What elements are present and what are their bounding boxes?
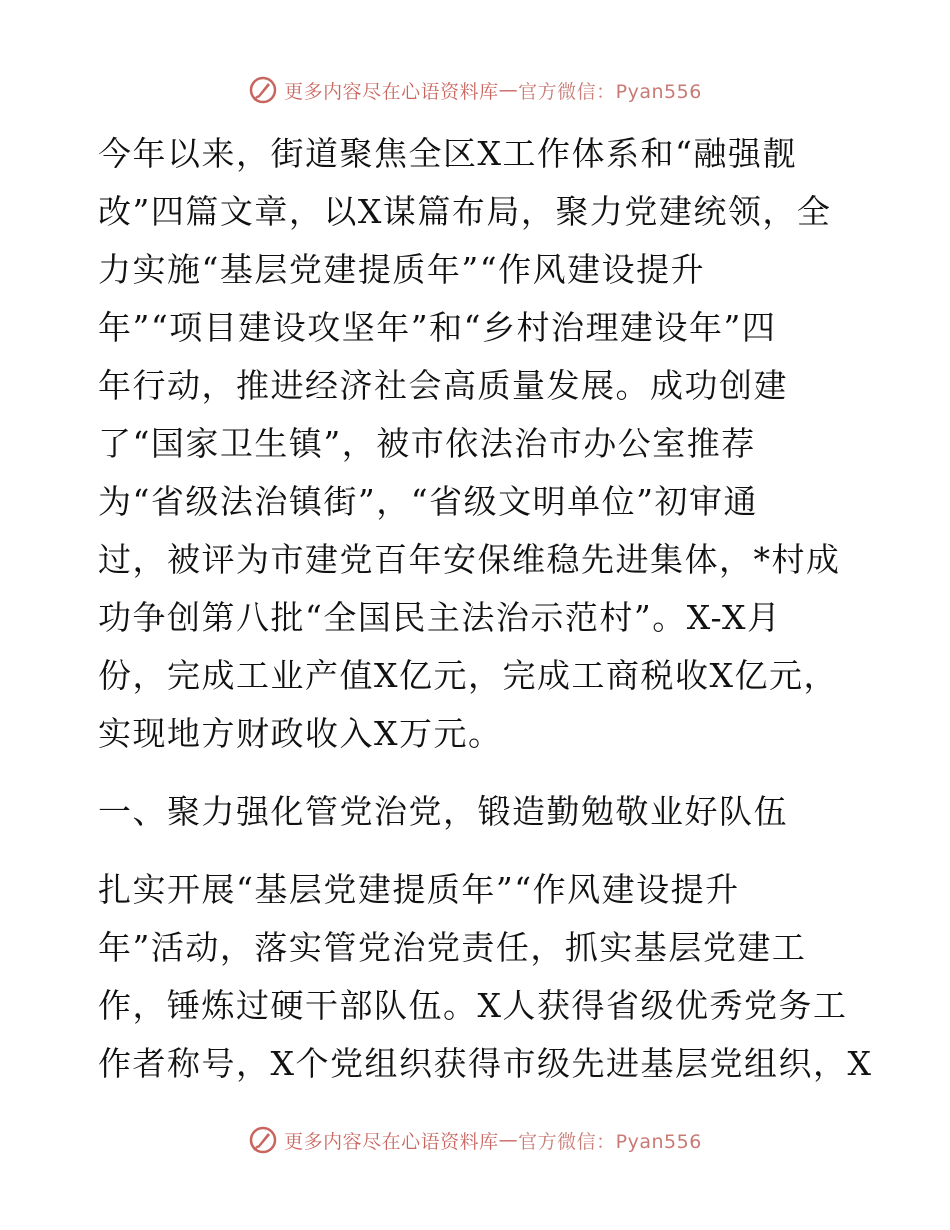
text-line: 过，被评为市建党百年安保维稳先进集体，*村成 (98, 540, 841, 579)
text-line: 今年以来，街道聚焦全区X工作体系和“融强靓 (98, 134, 797, 173)
text-line: 年行动，推进经济社会高质量发展。成功创建 (98, 366, 788, 405)
watermark-text: 更多内容尽在心语资料库 (284, 80, 499, 103)
watermark-text: 更多内容尽在心语资料库 (284, 1130, 499, 1153)
text-line: 为“省级法治镇街”，“省级文明单位”初审通 (98, 482, 758, 521)
text-line: 力实施“基层党建提质年”“作风建设提升 (98, 250, 706, 289)
watermark-separator: — (498, 1129, 519, 1151)
document-body (98, 125, 873, 1093)
text-line: 作，锤炼过硬干部队伍。X人获得省级优秀党务工 (98, 986, 848, 1025)
watermark-wechat: 官方微信：Pyan556 (518, 1130, 702, 1153)
paragraph-intro (98, 125, 868, 763)
text-line: 作者称号，X个党组织获得市级先进基层党组织，X (98, 1044, 873, 1083)
watermark-wechat: 官方微信：Pyan556 (518, 80, 702, 103)
text-line: 实现地方财政收入X万元。 (98, 714, 503, 753)
text-line: 年”“项目建设攻坚年”和“乡村治理建设年”四 (98, 308, 777, 347)
text-line: 份，完成工业产值X亿元，完成工商税收X亿元， (98, 656, 838, 695)
quill-logo-icon (248, 1125, 278, 1155)
text-line: 年”活动，落实管党治党责任，抓实基层党建工 (98, 928, 807, 967)
text-line: 了“国家卫生镇”，被市依法治市办公室推荐 (98, 424, 756, 463)
quill-logo-icon (248, 75, 278, 105)
watermark-separator: — (498, 79, 519, 101)
paragraph-section-1 (98, 861, 873, 1093)
header-watermark (0, 70, 950, 110)
footer-watermark (0, 1120, 950, 1160)
text-line: 扎实开展“基层党建提质年”“作风建设提升 (98, 870, 740, 909)
section-heading: 一、聚力强化管党治党，锻造勤勉敬业好队伍 (98, 792, 788, 831)
text-line: 改”四篇文章，以X谋篇布局，聚力党建统领，全 (98, 192, 832, 231)
text-line: 功争创第八批“全国民主法治示范村”。X-X月 (98, 598, 782, 637)
